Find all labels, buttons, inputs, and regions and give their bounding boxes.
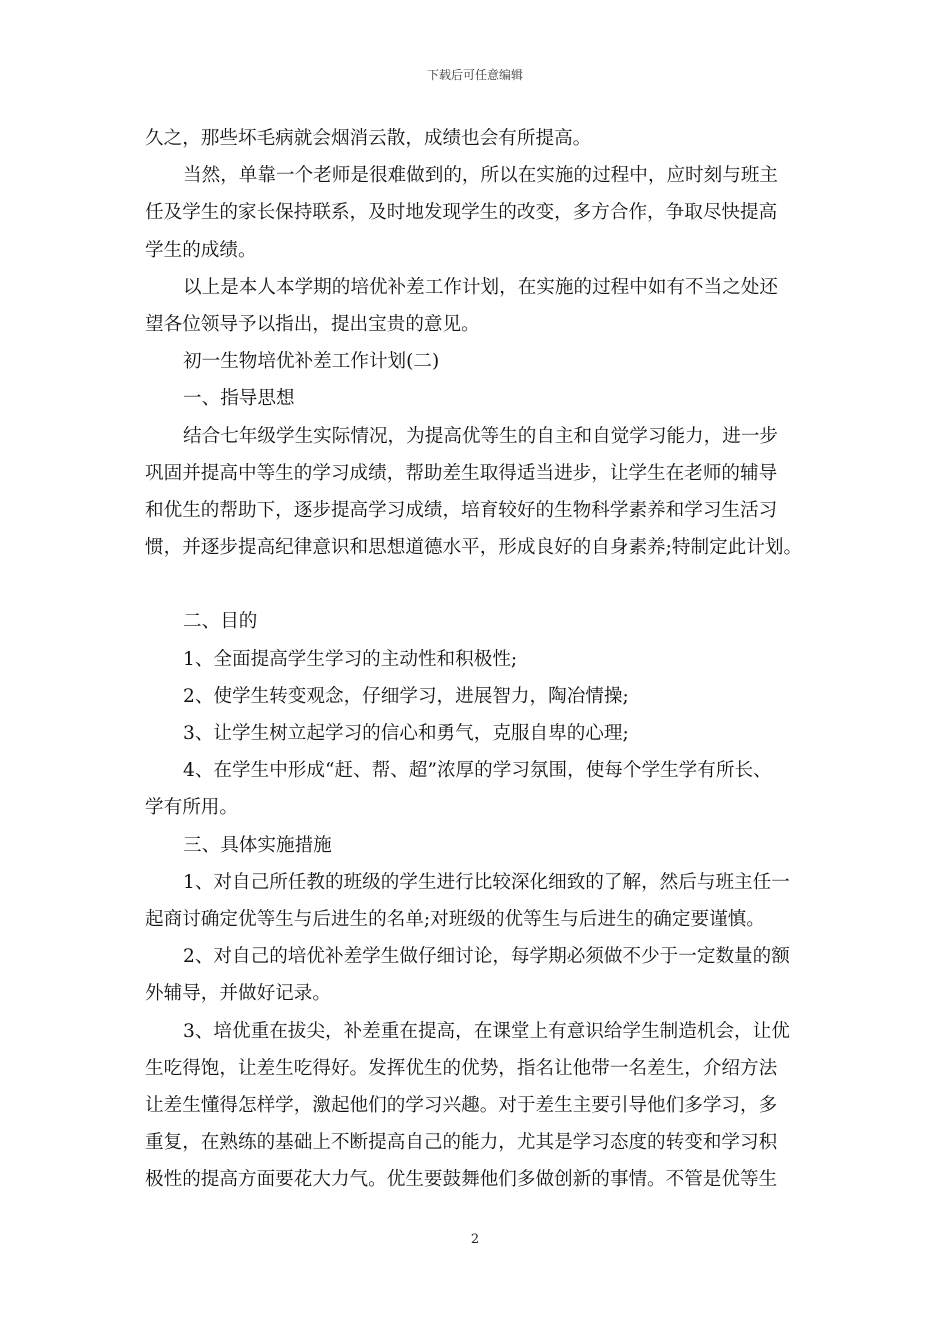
section-title: 初一生物培优补差工作计划(二) bbox=[183, 351, 440, 373]
paragraph-line: 结合七年级学生实际情况，为提高优等生的自主和自觉学习能力，进一步 bbox=[183, 425, 779, 447]
list-item: 1、全面提高学生学习的主动性和积极性; bbox=[183, 648, 518, 670]
paragraph-line: 当然，单靠一个老师是很难做到的，所以在实施的过程中，应时刻与班主 bbox=[183, 165, 779, 187]
paragraph-line: 和优生的帮助下，逐步提高学习成绩，培育较好的生物科学素养和学习生活习 bbox=[145, 499, 778, 521]
paragraph-line: 任及学生的家长保持联系，及时地发现学生的改变，多方合作，争取尽快提高 bbox=[145, 202, 778, 224]
paragraph-line: 学生的成绩。 bbox=[145, 239, 257, 261]
paragraph-line: 生吃得饱，让差生吃得好。发挥优生的优势，指名让他带一名差生，介绍方法 bbox=[145, 1057, 778, 1079]
paragraph-line: 惯，并逐步提高纪律意识和思想道德水平，形成良好的自身素养;特制定此计划。 bbox=[145, 537, 803, 559]
paragraph-line: 以上是本人本学期的培优补差工作计划，在实施的过程中如有不当之处还 bbox=[183, 276, 779, 298]
list-item: 1、对自己所任教的班级的学生进行比较深化细致的了解，然后与班主任一 bbox=[183, 871, 790, 893]
section-heading: 二、目的 bbox=[183, 611, 258, 633]
list-item: 2、使学生转变观念，仔细学习，进展智力，陶冶情操; bbox=[183, 685, 629, 707]
list-item: 3、让学生树立起学习的信心和勇气，克服自卑的心理; bbox=[183, 723, 629, 744]
paragraph-line: 久之，那些坏毛病就会烟消云散，成绩也会有所提高。 bbox=[145, 128, 592, 149]
paragraph-line: 望各位领导予以指出，提出宝贵的意见。 bbox=[145, 313, 480, 335]
paragraph-line: 学有所用。 bbox=[145, 797, 238, 819]
paragraph-line: 起商讨确定优等生与后进生的名单;对班级的优等生与后进生的确定要谨慎。 bbox=[145, 908, 765, 930]
blank-line bbox=[145, 566, 825, 603]
paragraph-line: 外辅导，并做好记录。 bbox=[145, 983, 331, 1005]
page-number: 2 bbox=[470, 1232, 480, 1247]
document-body bbox=[145, 120, 825, 1198]
paragraph-line: 让差生懂得怎样学，激起他们的学习兴趣。对于差生主要引导他们多学习，多 bbox=[145, 1094, 778, 1116]
section-heading: 三、具体实施措施 bbox=[183, 834, 332, 856]
list-item: 3、培优重在拔尖，补差重在提高，在课堂上有意识给学生制造机会，让优 bbox=[183, 1020, 790, 1042]
list-item: 4、在学生中形成“赶、帮、超”浓厚的学习氛围，使每个学生学有所长、 bbox=[183, 760, 772, 782]
paragraph-line: 巩固并提高中等生的学习成绩，帮助差生取得适当进步，让学生在老师的辅导 bbox=[145, 462, 778, 484]
page-header: 下载后可任意编辑 bbox=[426, 68, 523, 82]
list-item: 2、对自己的培优补差学生做仔细讨论，每学期必须做不少于一定数量的额 bbox=[183, 946, 790, 968]
section-heading: 一、指导思想 bbox=[183, 388, 295, 410]
paragraph-line: 极性的提高方面要花大力气。优生要鼓舞他们多做创新的事情。不管是优等生 bbox=[145, 1169, 778, 1191]
paragraph-line: 重复，在熟练的基础上不断提高自己的能力，尤其是学习态度的转变和学习积 bbox=[145, 1132, 778, 1154]
